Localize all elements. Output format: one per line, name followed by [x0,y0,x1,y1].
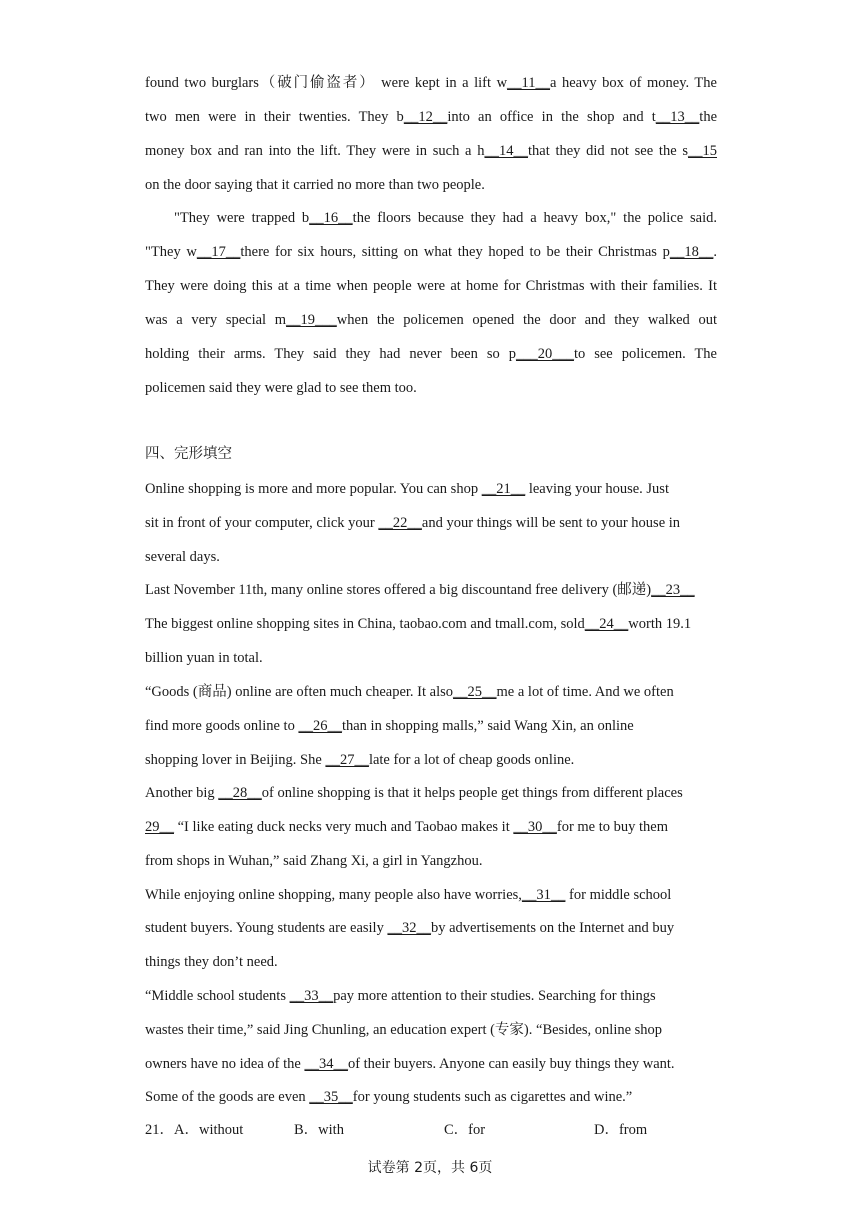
blank-31[interactable]: __31__ [521,887,566,903]
blank-13[interactable]: __13__ [655,109,700,125]
blank-16[interactable]: __16__ [309,210,353,226]
blank-15[interactable]: __15 [688,143,717,159]
passage4-line: things they don’t need. [145,954,278,970]
passage3-line: was a very special m__19___when the policemen opened the door and they walked out [145,312,717,328]
section-heading: 四、完形填空 [145,446,232,462]
blank-29[interactable]: 29__ [145,819,174,835]
page-footer: 试卷第 2页，共 6页 [367,1160,493,1176]
passage3-line: holding their arms. They said they had never been so p___20___to see policemen. The [145,346,717,362]
passage4-line: “Goods (商品) online are often much cheaper. It also__25__me a lot of time. And we often [145,684,674,700]
passage4-line: sit in front of your computer, click your __22__and your things will be sent to your house in [145,515,681,531]
passage4-line: Some of the goods are even __35__for young students such as cigarettes and wine.” [145,1089,633,1105]
passage3-line: two men were in their twenties. They b__12__into an office in the shop and t__13__the [145,109,718,125]
passage3-line: They were doing this at a time when people were at home for Christmas with their families. It [145,278,717,294]
question-number: 21． [145,1122,174,1138]
passage4-line: Last November 11th, many online stores offered a big discountand free delivery (邮递)__23__ [145,582,695,598]
blank-25[interactable]: __25__ [453,684,497,700]
passage3-line: policemen said they were glad to see them too. [145,380,417,396]
passage4-line: 29__ “I like eating duck necks very much and Taobao makes it __30__for me to buy them [145,819,669,835]
option-b[interactable]: B．with [294,1122,344,1138]
blank-28[interactable]: __28__ [218,785,262,801]
passage3-line: "They w__17__there for six hours, sitting on what they hoped to be their Christmas p__18__. [145,244,717,260]
passage4-line: find more goods online to __26__than in shopping malls,” said Wang Xin, an online [145,718,634,734]
passage4-line: from shops in Wuhan,” said Zhang Xi, a girl in Yangzhou. [145,853,483,869]
blank-24[interactable]: __24__ [584,616,629,632]
passage4-line: student buyers. Young students are easily __32__by advertisements on the Internet and buy [145,920,675,936]
passage4-line: billion yuan in total. [145,650,263,666]
passage4-line: several days. [145,549,220,565]
blank-17[interactable]: __17__ [196,244,241,260]
passage3-line: "They were trapped b__16__the floors because they had a heavy box," the police said. [174,210,717,226]
option-a[interactable]: A．without [174,1122,244,1138]
blank-14[interactable]: __14__ [484,143,528,159]
blank-20[interactable]: ___20___ [515,346,574,362]
passage3-line: on the door saying that it carried no more than two people. [145,177,485,193]
blank-26[interactable]: __26__ [298,718,342,734]
blank-30[interactable]: __30__ [513,819,557,835]
passage3-line: found two burglars（破门偷盗者） were kept in a lift w__11__a heavy box of money. The [145,75,717,91]
blank-11[interactable]: __11__ [507,75,551,91]
blank-21[interactable]: __21__ [481,481,526,497]
passage4-line: Online shopping is more and more popular. You can shop __21__ leaving your house. Just [145,481,669,497]
blank-35[interactable]: __35__ [309,1089,353,1105]
passage4-line: owners have no idea of the __34__of their buyers. Anyone can easily buy things they want. [145,1056,675,1072]
passage4-line: shopping lover in Beijing. She __27__late for a lot of cheap goods online. [145,752,575,768]
passage4-line: Another big __28__of online shopping is that it helps people get things from different places [145,785,683,801]
passage4-line: While enjoying online shopping, many people also have worries,__31__ for middle school [145,887,672,903]
blank-22[interactable]: __22__ [378,515,422,531]
passage4-line: The biggest online shopping sites in China, taobao.com and tmall.com, sold__24__worth 19.1 [145,616,692,632]
option-d[interactable]: D．from [594,1122,648,1138]
blank-27[interactable]: __27__ [325,752,369,768]
blank-34[interactable]: __34__ [304,1056,348,1072]
passage4-line: “Middle school students __33__pay more attention to their studies. Searching for things [145,988,656,1004]
blank-12[interactable]: __12__ [403,109,448,125]
blank-32[interactable]: __32__ [387,920,431,936]
option-c[interactable]: C．for [444,1122,486,1138]
blank-19[interactable]: __19___ [286,312,337,328]
blank-23[interactable]: __23__ [651,582,695,598]
passage3-line: money box and ran into the lift. They were in such a h__14__that they did not see the s__15 [145,143,717,159]
passage4-line: wastes their time,” said Jing Chunling, an education expert (专家). “Besides, online shop [145,1022,663,1038]
blank-18[interactable]: __18__ [669,244,714,260]
blank-33[interactable]: __33__ [289,988,334,1004]
